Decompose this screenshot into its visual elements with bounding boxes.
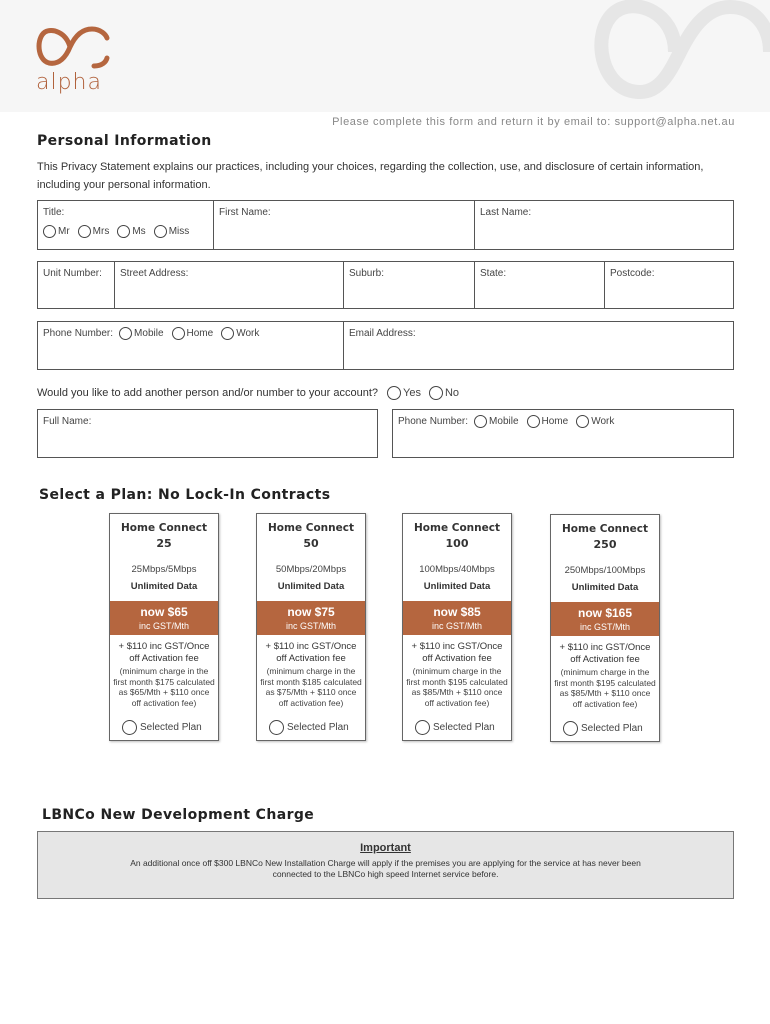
plan-name: Home Connect <box>121 522 207 534</box>
title-option-mrs[interactable]: Mrs <box>78 225 110 238</box>
radio-icon[interactable] <box>429 386 443 400</box>
plan-price-band <box>403 601 511 635</box>
additional-phone-option-work[interactable]: Work <box>576 415 614 428</box>
plan-fee-note: (minimum charge in the first month $195 calculated as $85/Mth + $110 once off activation fee) <box>406 666 508 708</box>
plan-fee-note: (minimum charge in the first month $195 calculated as $85/Mth + $110 once off activation fee) <box>554 667 656 709</box>
radio-icon[interactable] <box>172 327 185 340</box>
title-option-mr[interactable]: Mr <box>43 225 70 238</box>
last-name-label: Last Name: <box>480 207 532 218</box>
plan-select-radio[interactable]: Selected Plan <box>269 720 349 735</box>
add-person-no[interactable]: No <box>429 386 459 400</box>
street-address-field[interactable] <box>114 262 343 308</box>
additional-phone-field[interactable] <box>392 409 734 458</box>
postcode-field[interactable] <box>604 262 733 308</box>
plan-name: Home Connect <box>562 523 648 535</box>
radio-icon[interactable] <box>563 721 578 736</box>
email-address-label: Email Address: <box>349 328 416 339</box>
contact-row <box>37 321 734 370</box>
plan-select-radio[interactable]: Selected Plan <box>563 721 643 736</box>
lbnco-title: LBNCo New Development Charge <box>42 807 315 823</box>
phone-number-label: Phone Number: <box>43 328 114 339</box>
plan-price: now $165 <box>577 606 633 620</box>
unit-number-label: Unit Number: <box>43 268 102 279</box>
alpha-logo <box>32 24 112 70</box>
logo-text: alpha <box>36 70 102 95</box>
select-plan-title: Select a Plan: No Lock-In Contracts <box>39 487 331 503</box>
plan-price-note: inc GST/Mth <box>285 621 336 631</box>
plan-price-band <box>551 602 659 636</box>
plan-name: Home Connect <box>414 522 500 534</box>
first-name-field[interactable] <box>213 201 474 249</box>
first-name-label: First Name: <box>219 207 271 218</box>
suburb-field[interactable] <box>343 262 474 308</box>
title-label: Title: <box>43 207 65 218</box>
plan-speed: 25Mbps/5Mbps <box>131 564 197 575</box>
plan-name: Home Connect <box>268 522 354 534</box>
plan-price: now $85 <box>433 605 481 619</box>
additional-phone-option-home[interactable]: Home <box>527 415 569 428</box>
plan-number: 250 <box>593 538 617 551</box>
title-option-ms[interactable]: Ms <box>117 225 145 238</box>
plan-select-radio[interactable]: Selected Plan <box>122 720 202 735</box>
plan-number: 50 <box>303 537 319 550</box>
address-row <box>37 261 734 309</box>
phone-option-home[interactable]: Home <box>172 327 214 340</box>
email-address-field[interactable] <box>343 322 733 369</box>
radio-icon[interactable] <box>221 327 234 340</box>
plan-card-250[interactable] <box>550 514 660 742</box>
phone-row <box>43 327 267 340</box>
personal-info-title: Personal Information <box>37 133 212 149</box>
state-field[interactable] <box>474 262 604 308</box>
plan-activation-fee: + $110 inc GST/Once off Activation fee <box>265 641 357 664</box>
plan-price: now $75 <box>287 605 335 619</box>
important-text: An additional once off $300 LBNCo New Installation Charge will apply if the premises you are applying for the service at has never been connected to the LBNCo high speed Internet service before. <box>130 858 641 879</box>
plan-activation-fee: + $110 inc GST/Once off Activation fee <box>118 641 210 664</box>
plan-activation-fee: + $110 inc GST/Once off Activation fee <box>559 642 651 665</box>
plan-price-note: inc GST/Mth <box>579 622 630 632</box>
radio-icon[interactable] <box>43 225 56 238</box>
plan-fee-note: (minimum charge in the first month $185 calculated as $75/Mth + $110 once off activation fee) <box>260 666 362 708</box>
title-options <box>43 225 197 238</box>
watermark-logo <box>580 0 770 110</box>
plan-card-50[interactable] <box>256 513 366 741</box>
plan-card-25[interactable] <box>109 513 219 741</box>
plan-fee-note: (minimum charge in the first month $175 calculated as $65/Mth + $110 once off activation fee) <box>113 666 215 708</box>
name-row <box>37 200 734 250</box>
state-label: State: <box>480 268 507 279</box>
postcode-label: Postcode: <box>610 268 655 279</box>
plan-number: 25 <box>156 537 172 550</box>
radio-icon[interactable] <box>78 225 91 238</box>
plan-speed: 50Mbps/20Mbps <box>275 564 347 575</box>
title-cell <box>38 201 213 249</box>
plan-select-radio[interactable]: Selected Plan <box>415 720 495 735</box>
plan-price-note: inc GST/Mth <box>431 621 482 631</box>
radio-icon[interactable] <box>154 225 167 238</box>
plan-data: Unlimited Data <box>130 581 198 592</box>
unit-number-field[interactable] <box>38 262 114 308</box>
add-person-yes[interactable]: Yes <box>387 386 421 400</box>
plan-data: Unlimited Data <box>423 581 491 592</box>
phone-number-field[interactable] <box>38 322 343 369</box>
plan-price-band <box>110 601 218 635</box>
add-person-question-text: Would you like to add another person and/or number to your account? <box>37 387 379 399</box>
radio-icon[interactable] <box>387 386 401 400</box>
radio-icon[interactable] <box>117 225 130 238</box>
additional-phone-label: Phone Number: <box>398 416 469 427</box>
additional-full-name-field[interactable] <box>37 409 378 458</box>
street-address-label: Street Address: <box>120 268 189 279</box>
additional-full-name-label: Full Name: <box>43 416 92 427</box>
plan-speed: 100Mbps/40Mbps <box>419 564 495 575</box>
privacy-statement: This Privacy Statement explains our practices, including your choices, regarding the collection, use, and disclosure of certain information, including your personal information. <box>37 161 704 191</box>
radio-icon[interactable] <box>269 720 284 735</box>
plan-activation-fee: + $110 inc GST/Once off Activation fee <box>411 641 503 664</box>
phone-option-work[interactable]: Work <box>221 327 259 340</box>
additional-phone-option-mobile[interactable]: Mobile <box>474 415 518 428</box>
plan-card-100[interactable] <box>402 513 512 741</box>
plan-data: Unlimited Data <box>277 581 345 592</box>
suburb-label: Suburb: <box>349 268 385 279</box>
radio-icon[interactable] <box>474 415 487 428</box>
important-notice <box>37 831 734 899</box>
last-name-field[interactable] <box>474 201 733 249</box>
additional-phone-row <box>398 415 622 428</box>
radio-icon[interactable] <box>527 415 540 428</box>
radio-icon[interactable] <box>122 720 137 735</box>
plan-data: Unlimited Data <box>571 582 639 593</box>
instruction-text: Please complete this form and return it by email to: support@alpha.net.au <box>332 116 735 128</box>
phone-option-mobile[interactable]: Mobile <box>119 327 163 340</box>
plan-number: 100 <box>445 537 469 550</box>
radio-icon[interactable] <box>415 720 430 735</box>
plan-price: now $65 <box>140 605 188 619</box>
radio-icon[interactable] <box>576 415 589 428</box>
add-person-question <box>37 386 467 400</box>
radio-icon[interactable] <box>119 327 132 340</box>
plan-price-band <box>257 601 365 635</box>
plan-speed: 250Mbps/100Mbps <box>564 565 646 576</box>
important-title: Important <box>360 842 411 854</box>
title-option-miss[interactable]: Miss <box>154 225 190 238</box>
plan-price-note: inc GST/Mth <box>138 621 189 631</box>
